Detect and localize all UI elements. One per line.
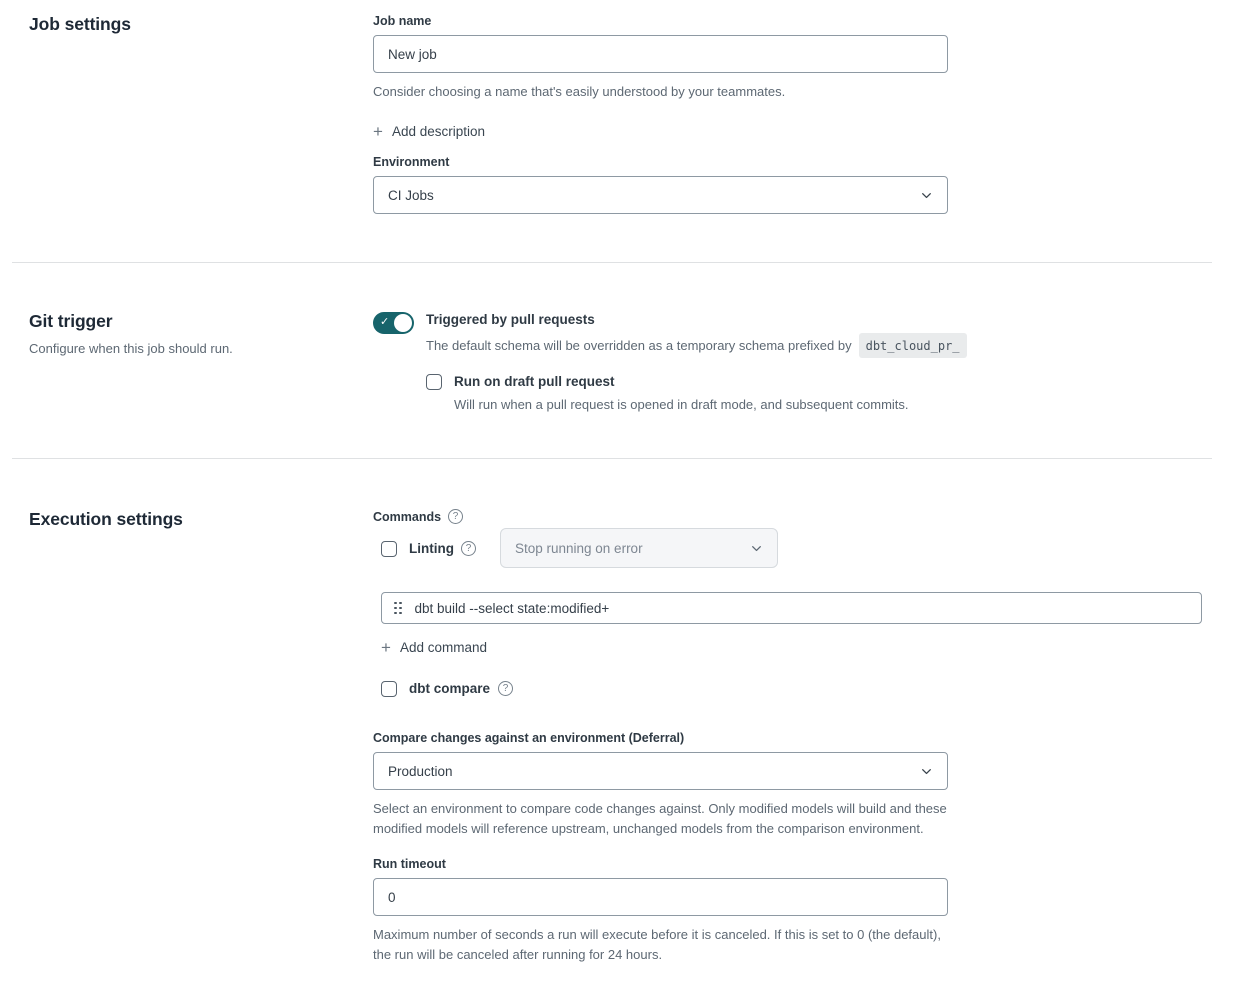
linting-label: Linting	[409, 540, 454, 556]
linting-row	[381, 528, 1212, 568]
add-command-button[interactable]	[381, 637, 487, 657]
execution-settings-heading: Execution settings	[29, 509, 183, 529]
environment-select[interactable]	[373, 176, 948, 214]
git-trigger-subtitle: Configure when this job should run.	[29, 341, 233, 356]
chevron-down-icon	[750, 542, 763, 555]
draft-pull-request-checkbox[interactable]	[426, 374, 442, 390]
command-row[interactable]	[381, 592, 1202, 624]
chevron-down-icon	[920, 765, 933, 778]
command-text[interactable]: dbt build --select state:modified+	[414, 600, 610, 616]
linting-checkbox[interactable]	[381, 541, 397, 557]
draft-pull-request-label: Run on draft pull request	[454, 374, 615, 389]
environment-field	[373, 155, 1212, 214]
deferral-helper: Select an environment to compare code changes against. Only modified models will build and these modified models will reference upstream, unchanged models from the comparison environment.	[373, 801, 947, 836]
dbt-compare-checkbox[interactable]	[381, 681, 397, 697]
run-timeout-label: Run timeout	[373, 857, 446, 871]
plus-icon: +	[373, 121, 383, 141]
add-command-label: Add command	[399, 640, 487, 655]
draft-pull-request-row	[426, 373, 1212, 415]
plus-icon: +	[381, 637, 391, 657]
pull-request-toggle-row	[373, 311, 1212, 358]
git-trigger-heading: Git trigger	[29, 311, 113, 331]
commands-label: Commands	[373, 509, 442, 524]
deferral-label: Compare changes against an environment (Deferral)	[373, 731, 685, 745]
linting-mode-value: Stop running on error	[514, 540, 643, 556]
job-name-input[interactable]	[373, 35, 948, 73]
dbt-compare-row	[381, 680, 1212, 697]
deferral-select-value: Production	[388, 763, 453, 779]
job-name-field	[373, 14, 1212, 102]
drag-handle-icon[interactable]	[394, 602, 402, 615]
toggle-knob	[394, 314, 412, 332]
pull-request-toggle-label: Triggered by pull requests	[426, 312, 595, 327]
deferral-select[interactable]	[373, 752, 948, 790]
run-timeout-helper: Maximum number of seconds a run will execute before it is canceled. If this is set to 0 (the default), the run will be canceled after running for 24 hours.	[373, 927, 941, 962]
job-settings-heading: Job settings	[29, 14, 131, 34]
deferral-field	[373, 731, 1212, 839]
run-timeout-input[interactable]	[373, 878, 948, 916]
section-job-settings	[29, 0, 1246, 214]
draft-pull-request-description: Will run when a pull request is opened in draft mode, and subsequent commits.	[454, 397, 909, 412]
pull-request-toggle-description: The default schema will be overridden as a temporary schema prefixed by dbt_cloud_pr_	[426, 333, 967, 358]
job-name-label: Job name	[373, 14, 432, 28]
section-git-trigger	[29, 263, 1246, 415]
linting-mode-select[interactable]	[500, 528, 778, 568]
schema-prefix-code: dbt_cloud_pr_	[859, 333, 967, 358]
section-execution-settings	[29, 459, 1246, 965]
run-timeout-field	[373, 857, 1212, 965]
dbt-compare-help-icon[interactable]: ?	[498, 681, 513, 696]
pull-request-toggle[interactable]	[373, 312, 414, 334]
environment-label: Environment	[373, 155, 450, 169]
job-name-helper: Consider choosing a name that's easily understood by your teammates.	[373, 84, 786, 99]
add-description-button[interactable]	[373, 121, 485, 141]
check-icon: ✓	[380, 316, 390, 328]
environment-select-value: CI Jobs	[388, 187, 434, 203]
chevron-down-icon	[920, 189, 933, 202]
add-description-label: Add description	[391, 124, 485, 139]
linting-help-icon[interactable]: ?	[461, 541, 476, 556]
dbt-compare-label: dbt compare	[409, 681, 491, 696]
commands-help-icon[interactable]: ?	[448, 509, 463, 524]
